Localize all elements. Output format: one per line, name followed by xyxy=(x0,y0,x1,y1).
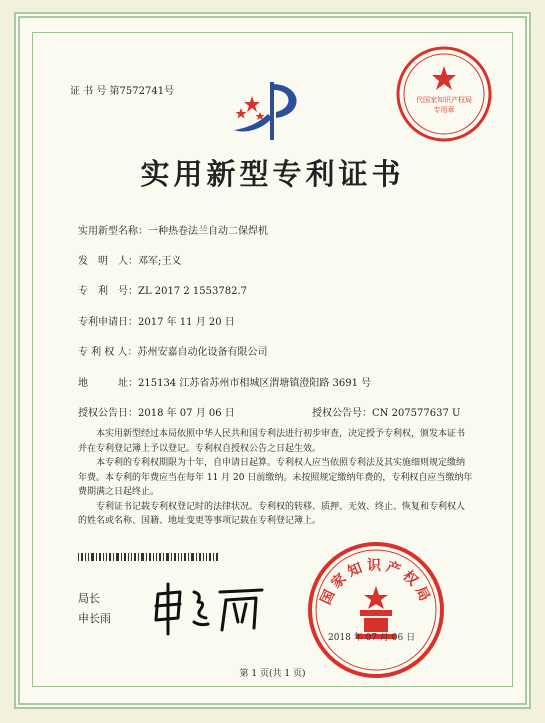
director-name: 申长雨 xyxy=(78,612,111,625)
grant-no-label: 授权公告号： xyxy=(312,408,372,419)
page-footer: 第 1 页(共 1 页) xyxy=(239,669,306,679)
field-grant-date xyxy=(78,404,235,419)
name-label: 实用新型名称： xyxy=(78,226,148,237)
seal-text: 国家知识产权局 xyxy=(317,558,435,608)
body-paragraph: 专利证书记载专利权登记时的法律状况。专利权的转移、质押、无效、终止、恢复和专利权人的姓名或名称、国籍、地址变更等事项记载在专利登记簿上。 xyxy=(78,501,466,526)
seal-date: 2018 年 07 月 06 日 xyxy=(328,633,416,643)
certificate-number: 证 书 号 第7572741号 xyxy=(70,86,175,97)
inventor-value: 邓军;王义 xyxy=(138,256,182,267)
grant-date-value: 2018 年 07 月 06 日 xyxy=(138,408,235,419)
patent-no-value: ZL 2017 2 1553782.7 xyxy=(138,286,248,297)
field-address xyxy=(78,374,371,389)
director-title: 局长 xyxy=(78,592,100,605)
field-patentee xyxy=(78,343,268,358)
small-seal-subtext: 专用章 xyxy=(433,106,455,114)
field-filing-date xyxy=(78,313,235,328)
field-patent-no xyxy=(78,282,247,297)
official-red-seal xyxy=(306,540,446,680)
field-grant-no xyxy=(312,404,460,419)
body-paragraph: 本专利的专利权期限为十年，自申请日起算。专利权人应当依照专利法及其实施细则规定缴纳年费。本专利的年费应当在每年 11 月 20 日前缴纳。未按照规定缴纳年费的，专利权自应当缴纳年费期满之日起终止。 xyxy=(78,458,473,497)
certificate-title: 实用新型专利证书 xyxy=(140,157,405,191)
handwritten-signature xyxy=(150,580,270,636)
grant-date-label: 授权公告日： xyxy=(78,408,138,419)
patent-no-label: 专 利 号： xyxy=(78,286,138,297)
inventor-label: 发 明 人： xyxy=(78,256,138,267)
patentee-label: 专 利 权 人： xyxy=(78,347,138,358)
certificate-body xyxy=(78,427,473,529)
body-paragraph: 本实用新型经过本局依照中华人民共和国专利法进行初步审查，决定授予专利权，颁发本证书并在专利登记簿上予以登记。专利权自授权公告之日起生效。 xyxy=(78,429,466,454)
patent-office-logo-icon xyxy=(232,78,312,144)
address-value: 215134 江苏省苏州市相城区渭塘镇澄阳路 3691 号 xyxy=(138,378,372,389)
small-seal-text: 代国家知识产权局 xyxy=(416,96,472,104)
grant-no-value: CN 207577637 U xyxy=(372,408,461,419)
field-name xyxy=(78,222,268,237)
barcode-icon xyxy=(78,553,218,561)
filing-date-value: 2017 年 11 月 20 日 xyxy=(138,317,235,328)
filing-date-label: 专利申请日： xyxy=(78,317,138,328)
name-value: 一种热卷法兰自动二保焊机 xyxy=(148,226,268,237)
address-label: 地 址： xyxy=(78,378,138,389)
small-red-seal xyxy=(394,44,494,144)
patentee-value: 苏州安嘉自动化设备有限公司 xyxy=(137,347,268,358)
field-inventor xyxy=(78,252,181,267)
